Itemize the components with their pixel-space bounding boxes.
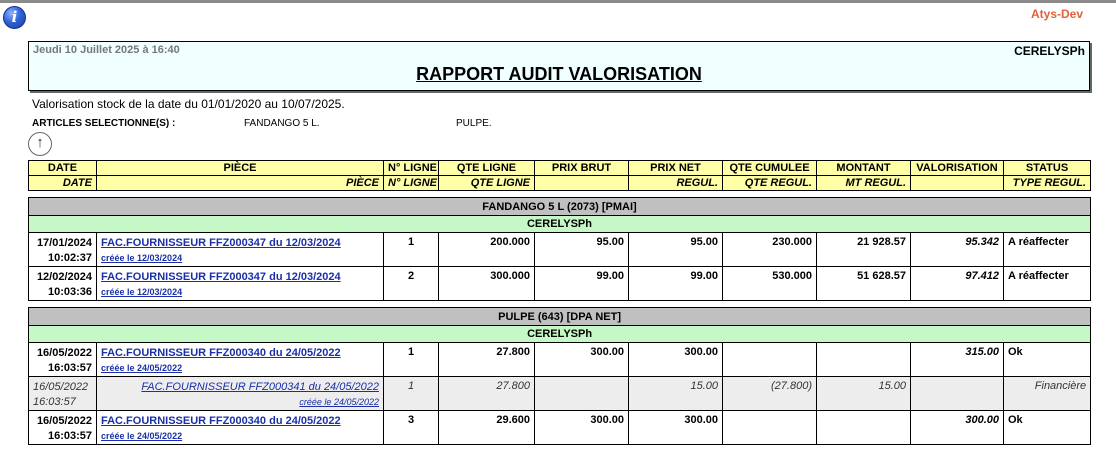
row-status: Ok bbox=[1004, 411, 1091, 445]
row-mt-regul: 15.00 bbox=[817, 377, 911, 411]
table-row bbox=[29, 267, 1091, 301]
row-valuation: 95.342 bbox=[911, 233, 1004, 267]
row-line-no: 3 bbox=[384, 411, 439, 445]
piece-link[interactable]: FAC.FOURNISSEUR FFZ000341 du 24/05/2022 bbox=[141, 381, 379, 393]
piece-link[interactable]: FAC.FOURNISSEUR FFZ000340 du 24/05/2022 bbox=[101, 347, 341, 359]
row-net-price: 95.00 bbox=[629, 233, 723, 267]
row-line-no: 1 bbox=[384, 233, 439, 267]
articles-label: ARTICLES SELECTIONNE(S) : bbox=[32, 118, 176, 129]
row-line-no: 1 bbox=[384, 343, 439, 377]
article-item: PULPE. bbox=[456, 118, 492, 129]
scroll-up-arrow-icon[interactable]: ↑ bbox=[28, 132, 52, 156]
row-date: 17/01/2024 10:02:37 bbox=[29, 233, 97, 267]
col-status: STATUS bbox=[1004, 161, 1091, 176]
row-qty: 27.800 bbox=[439, 343, 535, 377]
col-net-price: PRIX NET bbox=[629, 161, 723, 176]
group-table-fandango bbox=[28, 197, 1091, 301]
row-qty-cumul bbox=[723, 411, 817, 445]
table-row bbox=[29, 233, 1091, 267]
row-amount bbox=[817, 343, 911, 377]
company-name: CERELYSPh bbox=[1014, 44, 1085, 58]
created-link[interactable]: créée le 24/05/2022 bbox=[299, 397, 379, 407]
report-period: Valorisation stock de la date du 01/01/2020 au 10/07/2025. bbox=[32, 97, 345, 111]
subcol-date: DATE bbox=[29, 176, 97, 191]
site-title: CERELYSPh bbox=[29, 326, 1091, 343]
subcol-line-no: N° LIGNE bbox=[384, 176, 439, 191]
row-valuation: 300.00 bbox=[911, 411, 1004, 445]
subcol-regul: REGUL. bbox=[629, 176, 723, 191]
row-valuation bbox=[911, 377, 1004, 411]
row-qty: 300.000 bbox=[439, 267, 535, 301]
column-header-row bbox=[29, 161, 1091, 176]
row-piece bbox=[97, 411, 384, 445]
row-valuation: 315.00 bbox=[911, 343, 1004, 377]
col-amount: MONTANT bbox=[817, 161, 911, 176]
col-qty-cumul: QTE CUMULEE bbox=[723, 161, 817, 176]
table-row bbox=[29, 343, 1091, 377]
row-net-price: 300.00 bbox=[629, 411, 723, 445]
info-icon[interactable]: i bbox=[3, 6, 26, 29]
row-amount: 21 928.57 bbox=[817, 233, 911, 267]
table-row bbox=[29, 411, 1091, 445]
subcol-type-regul: TYPE REGUL. bbox=[1004, 176, 1091, 191]
group-title: PULPE (643) [DPA NET] bbox=[29, 308, 1091, 326]
row-gross-price bbox=[535, 377, 629, 411]
piece-link[interactable]: FAC.FOURNISSEUR FFZ000347 du 12/03/2024 bbox=[101, 271, 341, 283]
row-net-price: 99.00 bbox=[629, 267, 723, 301]
piece-link[interactable]: FAC.FOURNISSEUR FFZ000347 du 12/03/2024 bbox=[101, 237, 341, 249]
subcol-piece: PIÈCE bbox=[97, 176, 384, 191]
report-header bbox=[28, 41, 1090, 91]
row-piece bbox=[97, 233, 384, 267]
row-gross-price: 99.00 bbox=[535, 267, 629, 301]
row-gross-price: 95.00 bbox=[535, 233, 629, 267]
row-status: Ok bbox=[1004, 343, 1091, 377]
group-title: FANDANGO 5 L (2073) [PMAI] bbox=[29, 198, 1091, 216]
col-date: DATE bbox=[29, 161, 97, 176]
row-line-no: 1 bbox=[384, 377, 439, 411]
row-line-no: 2 bbox=[384, 267, 439, 301]
col-valuation: VALORISATION bbox=[911, 161, 1004, 176]
piece-link[interactable]: FAC.FOURNISSEUR FFZ000340 du 24/05/2022 bbox=[101, 415, 341, 427]
row-net-price: 300.00 bbox=[629, 343, 723, 377]
subcol-qty-regul: QTE REGUL. bbox=[723, 176, 817, 191]
created-link[interactable]: créée le 12/03/2024 bbox=[101, 287, 183, 297]
row-regul: 15.00 bbox=[629, 377, 723, 411]
row-date: 16/05/2022 16:03:57 bbox=[29, 343, 97, 377]
row-qty: 27.800 bbox=[439, 377, 535, 411]
row-piece bbox=[97, 377, 384, 411]
subcol-mt-regul: MT REGUL. bbox=[817, 176, 911, 191]
row-date: 16/05/2022 16:03:57 bbox=[29, 377, 97, 411]
column-header-table bbox=[28, 160, 1091, 191]
created-link[interactable]: créée le 12/03/2024 bbox=[101, 253, 183, 263]
created-link[interactable]: créée le 24/05/2022 bbox=[101, 363, 183, 373]
row-gross-price: 300.00 bbox=[535, 411, 629, 445]
row-valuation: 97.412 bbox=[911, 267, 1004, 301]
window-top-border bbox=[0, 0, 1116, 3]
row-qty: 200.000 bbox=[439, 233, 535, 267]
environment-label: Atys-Dev bbox=[1031, 7, 1084, 21]
row-status: A réaffecter bbox=[1004, 233, 1091, 267]
row-status: A réaffecter bbox=[1004, 267, 1091, 301]
subcol-qty-line: QTE LIGNE bbox=[439, 176, 535, 191]
row-qty-cumul: 230.000 bbox=[723, 233, 817, 267]
site-title: CERELYSPh bbox=[29, 216, 1091, 233]
row-piece bbox=[97, 267, 384, 301]
col-line-no: N° LIGNE bbox=[384, 161, 439, 176]
report-date: Jeudi 10 Juillet 2025 à 16:40 bbox=[33, 44, 180, 56]
col-piece: PIÈCE bbox=[97, 161, 384, 176]
row-qty: 29.600 bbox=[439, 411, 535, 445]
group-table-pulpe bbox=[28, 307, 1091, 445]
col-qty-line: QTE LIGNE bbox=[439, 161, 535, 176]
column-subheader-row bbox=[29, 176, 1091, 191]
report-title: RAPPORT AUDIT VALORISATION bbox=[416, 64, 702, 84]
subcol-empty bbox=[911, 176, 1004, 191]
row-piece bbox=[97, 343, 384, 377]
article-item: FANDANGO 5 L. bbox=[244, 118, 320, 129]
row-type-regul: Financière bbox=[1004, 377, 1091, 411]
row-qty-regul: (27.800) bbox=[723, 377, 817, 411]
row-gross-price: 300.00 bbox=[535, 343, 629, 377]
subcol-empty bbox=[535, 176, 629, 191]
col-gross-price: PRIX BRUT bbox=[535, 161, 629, 176]
row-qty-cumul bbox=[723, 343, 817, 377]
row-date: 16/05/2022 16:03:57 bbox=[29, 411, 97, 445]
regularization-row bbox=[29, 377, 1091, 411]
created-link[interactable]: créée le 24/05/2022 bbox=[101, 431, 183, 441]
row-date: 12/02/2024 10:03:36 bbox=[29, 267, 97, 301]
row-amount bbox=[817, 411, 911, 445]
row-amount: 51 628.57 bbox=[817, 267, 911, 301]
row-qty-cumul: 530.000 bbox=[723, 267, 817, 301]
